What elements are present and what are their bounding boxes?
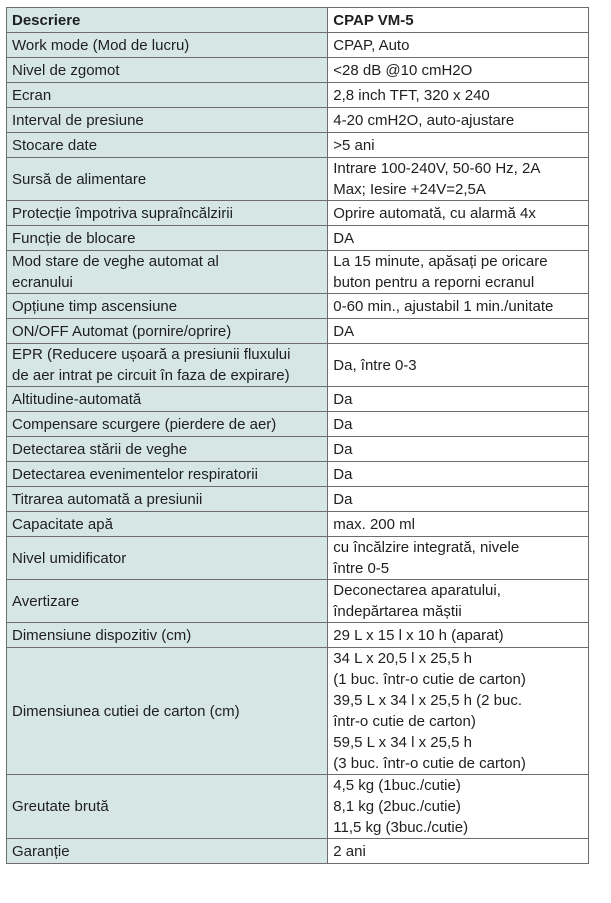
row-value-cell <box>328 580 589 623</box>
row-label-cell <box>7 623 328 648</box>
row-label: ON/OFF Automat (pornire/oprire) <box>12 322 232 340</box>
row-value-cell <box>328 319 589 344</box>
row-value-cell <box>328 201 589 226</box>
row-label: Dimensiune dispozitiv (cm) <box>12 626 192 644</box>
row-label-cell <box>7 251 328 294</box>
table-row <box>7 158 589 201</box>
row-label-cell <box>7 648 328 775</box>
row-label: Interval de presiune <box>12 111 144 129</box>
row-value: DA <box>333 229 355 247</box>
table-row <box>7 133 589 158</box>
row-label: Titrarea automată a presiunii <box>12 490 203 508</box>
row-value: 4-20 cmH2O, auto-ajustare <box>333 111 515 129</box>
row-value: Da <box>333 390 353 408</box>
row-label: Garanție <box>12 842 70 860</box>
table-row <box>7 462 589 487</box>
row-label-cell <box>7 775 328 839</box>
row-value: buton pentru a reporni ecranul <box>333 274 535 291</box>
row-value: Da, între 0-3 <box>333 356 417 374</box>
row-label: Detectarea evenimentelor respiratorii <box>12 465 258 483</box>
table-row <box>7 294 589 319</box>
row-value-cell <box>328 487 589 512</box>
row-label-cell <box>7 201 328 226</box>
table-row <box>7 839 589 864</box>
row-value: Da <box>333 465 353 483</box>
row-label-cell <box>7 462 328 487</box>
row-value: 39,5 L x 34 l x 25,5 h (2 buc. <box>333 692 522 709</box>
table-row <box>7 251 589 294</box>
row-value-cell <box>328 775 589 839</box>
row-value: Max; Iesire +24V=2,5A <box>333 181 486 198</box>
row-label-cell <box>7 294 328 319</box>
row-label-cell <box>7 537 328 580</box>
row-label: Sursă de alimentare <box>12 170 147 188</box>
row-label-cell <box>7 158 328 201</box>
table-row <box>7 58 589 83</box>
row-value: CPAP, Auto <box>333 36 410 54</box>
header-label: Descriere <box>7 8 328 33</box>
row-label-cell <box>7 580 328 623</box>
row-label: Stocare date <box>12 136 98 154</box>
row-value: Da <box>333 490 353 508</box>
row-value-cell <box>328 226 589 251</box>
row-value-cell <box>328 58 589 83</box>
row-value-cell <box>328 623 589 648</box>
row-label: Greutate brută <box>12 798 109 815</box>
row-value-cell <box>328 412 589 437</box>
row-value: Deconectarea aparatului, <box>333 582 501 599</box>
row-label: Nivel umidificator <box>12 549 127 567</box>
row-label: Protecție împotriva supraîncălzirii <box>12 204 233 222</box>
table-row <box>7 623 589 648</box>
row-label-cell <box>7 226 328 251</box>
table-row <box>7 487 589 512</box>
table-row <box>7 108 589 133</box>
table-row <box>7 537 589 580</box>
row-label: Ecran <box>12 86 52 104</box>
table-row <box>7 201 589 226</box>
row-value: 0-60 min., ajustabil 1 min./unitate <box>333 297 554 315</box>
row-value: Da <box>333 440 353 458</box>
row-label: Capacitate apă <box>12 515 113 533</box>
row-value: îndepărtarea măștii <box>333 603 462 620</box>
row-label: ecranului <box>12 274 73 291</box>
row-value-cell <box>328 437 589 462</box>
row-label-cell <box>7 133 328 158</box>
table-row <box>7 512 589 537</box>
table-row <box>7 775 589 839</box>
row-label-cell <box>7 58 328 83</box>
table-row <box>7 226 589 251</box>
row-value: La 15 minute, apăsați pe oricare <box>333 253 548 270</box>
row-value: DA <box>333 322 355 340</box>
row-label: Compensare scurgere (pierdere de aer) <box>12 415 277 433</box>
row-label-cell <box>7 344 328 387</box>
row-label: de aer intrat pe circuit în faza de expirare) <box>12 367 290 384</box>
row-value-cell <box>328 648 589 775</box>
row-value-cell <box>328 33 589 58</box>
row-value-cell <box>328 537 589 580</box>
header-value: CPAP VM-5 <box>328 8 589 33</box>
row-label-cell <box>7 412 328 437</box>
row-value: 59,5 L x 34 l x 25,5 h <box>333 734 472 751</box>
row-value: cu încălzire integrată, nivele <box>333 539 520 556</box>
row-value: Intrare 100-240V, 50-60 Hz, 2A <box>333 160 541 177</box>
spec-body <box>7 33 589 864</box>
row-label: Work mode (Mod de lucru) <box>12 36 190 54</box>
row-label: Mod stare de veghe automat al <box>12 253 219 270</box>
table-row <box>7 648 589 775</box>
row-value: Oprire automată, cu alarmă 4x <box>333 204 536 222</box>
row-value: 2,8 inch TFT, 320 x 240 <box>333 86 490 104</box>
row-label-cell <box>7 108 328 133</box>
row-value-cell <box>328 839 589 864</box>
table-row <box>7 83 589 108</box>
table-row <box>7 344 589 387</box>
row-value: într-o cutie de carton) <box>333 713 476 730</box>
row-label-cell <box>7 83 328 108</box>
row-value: 29 L x 15 l x 10 h (aparat) <box>333 626 504 644</box>
row-value: <28 dB @10 cmH2O <box>333 61 473 79</box>
table-row <box>7 437 589 462</box>
row-label-cell <box>7 319 328 344</box>
row-value: 8,1 kg (2buc./cutie) <box>333 798 461 815</box>
row-label-cell <box>7 487 328 512</box>
row-label: Avertizare <box>12 592 80 610</box>
row-label: Dimensiunea cutiei de carton (cm) <box>12 702 240 720</box>
row-label: Funcție de blocare <box>12 229 136 247</box>
row-value-cell <box>328 512 589 537</box>
row-value-cell <box>328 83 589 108</box>
row-value: 4,5 kg (1buc./cutie) <box>333 777 461 794</box>
row-value: 34 L x 20,5 l x 25,5 h <box>333 650 472 667</box>
row-value: >5 ani <box>333 136 375 154</box>
row-value: Da <box>333 415 353 433</box>
row-label-cell <box>7 33 328 58</box>
row-label-cell <box>7 437 328 462</box>
table-row <box>7 412 589 437</box>
table-row <box>7 387 589 412</box>
row-label-cell <box>7 839 328 864</box>
row-label: Altitudine-automată <box>12 390 142 408</box>
row-value-cell <box>328 387 589 412</box>
row-value: max. 200 ml <box>333 515 415 533</box>
row-value-cell <box>328 294 589 319</box>
row-value-cell <box>328 158 589 201</box>
row-value: între 0-5 <box>333 560 390 577</box>
row-value: 11,5 kg (3buc./cutie) <box>333 819 469 836</box>
table-row <box>7 319 589 344</box>
spec-table <box>6 7 589 864</box>
table-header-row <box>7 8 589 33</box>
row-value-cell <box>328 251 589 294</box>
row-value-cell <box>328 462 589 487</box>
row-value-cell <box>328 108 589 133</box>
row-value-cell <box>328 344 589 387</box>
row-label-cell <box>7 387 328 412</box>
row-value: 2 ani <box>333 842 366 860</box>
table-row <box>7 580 589 623</box>
row-value: (3 buc. într-o cutie de carton) <box>333 755 526 772</box>
row-value-cell <box>328 133 589 158</box>
row-label: Nivel de zgomot <box>12 61 120 79</box>
row-label-cell <box>7 512 328 537</box>
row-value: (1 buc. într-o cutie de carton) <box>333 671 526 688</box>
row-label: EPR (Reducere ușoară a presiunii fluxului <box>12 346 291 363</box>
row-label: Detectarea stării de veghe <box>12 440 188 458</box>
row-label: Opțiune timp ascensiune <box>12 297 178 315</box>
table-row <box>7 33 589 58</box>
